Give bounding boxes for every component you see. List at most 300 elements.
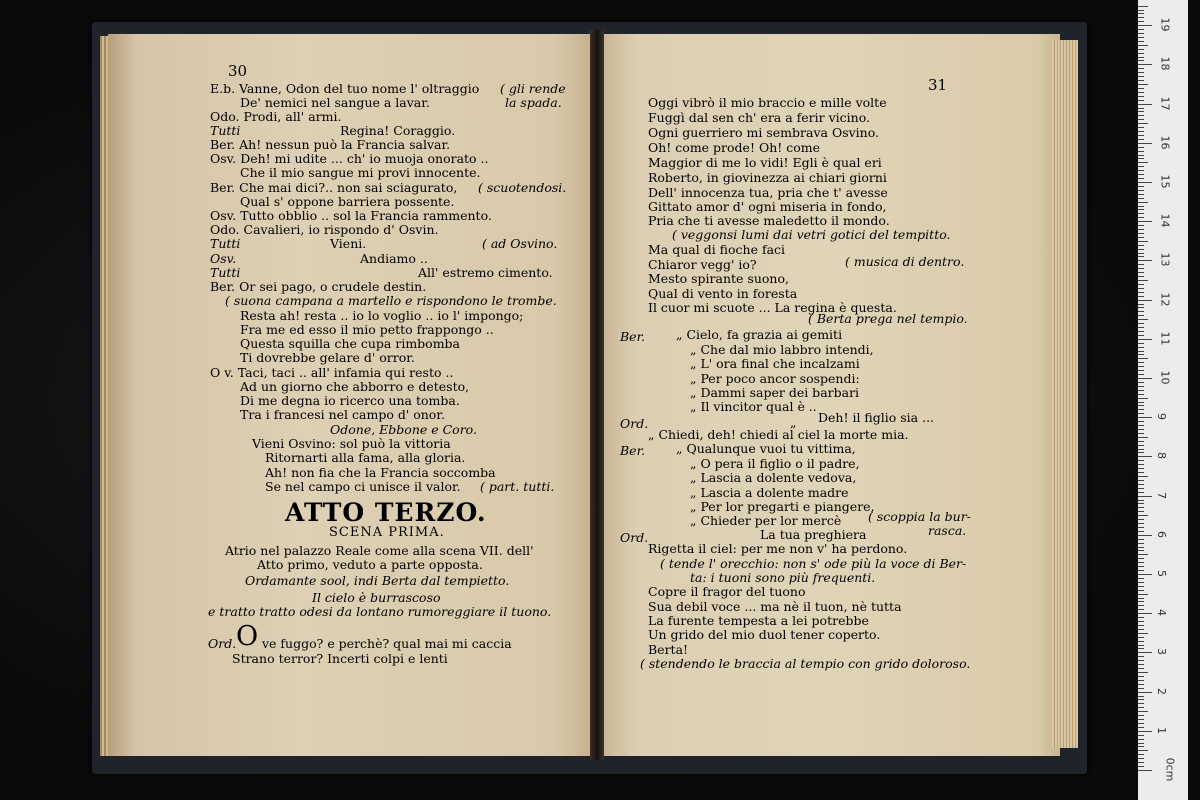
right-page-text-line: Qual di vento in foresta xyxy=(648,286,798,301)
ruler-tick xyxy=(1138,645,1144,646)
ruler-label: 3 xyxy=(1155,648,1168,656)
right-page-text-line: ( stendendo le braccia al tempio con grido doloroso. xyxy=(640,656,971,671)
ruler-tick xyxy=(1138,253,1144,254)
ruler-tick xyxy=(1138,547,1144,548)
right-page-text-line: Ber. xyxy=(620,443,646,458)
ruler-label: 2 xyxy=(1155,687,1168,695)
ruler-tick xyxy=(1138,229,1144,230)
left-page-text-line: Vieni Osvino: sol può la vittoria xyxy=(252,436,451,451)
ruler-tick xyxy=(1138,460,1144,461)
ruler-tick xyxy=(1138,386,1144,387)
ruler-label: 16 xyxy=(1158,135,1172,150)
ruler-tick xyxy=(1138,217,1144,218)
ruler-tick xyxy=(1138,746,1144,747)
right-page-text-line: Oggi vibrò il mio braccio e mille volte xyxy=(648,95,887,110)
ruler-tick xyxy=(1138,739,1144,740)
left-page-text-line: Tra i francesi nel campo d' onor. xyxy=(240,407,445,422)
ruler-tick xyxy=(1138,496,1152,497)
ruler-tick xyxy=(1138,60,1144,61)
ruler-tick xyxy=(1138,770,1152,771)
ruler-tick xyxy=(1138,151,1144,152)
right-page-text-line: ( scoppia la bur- xyxy=(868,509,971,524)
ruler-tick xyxy=(1138,166,1144,167)
ruler-tick xyxy=(1138,543,1144,544)
ruler-tick xyxy=(1138,162,1148,163)
ruler-tick xyxy=(1138,652,1152,653)
right-page-text-line: Rigetta il ciel: per me non v' ha perdono. xyxy=(648,541,908,556)
right-page-text-line: Sua debil voce ... ma nè il tuon, nè tutta xyxy=(648,599,902,614)
ruler-tick xyxy=(1138,668,1144,669)
left-page-text-line: Tutti xyxy=(210,123,241,138)
right-page-text-line: „ xyxy=(790,415,797,430)
ruler-label: 19 xyxy=(1158,17,1172,32)
right-page-text-line: Ogni guerriero mi sembrava Osvino. xyxy=(648,125,879,140)
ruler-tick xyxy=(1138,25,1152,26)
ruler-tick xyxy=(1138,135,1144,136)
ruler-tick xyxy=(1138,284,1144,285)
left-page-text-line: Atrio nel palazzo Reale come alla scena VII. dell' xyxy=(225,543,534,558)
left-page-text-line: Strano terror? Incerti colpi e lenti xyxy=(232,651,448,666)
ruler-tick xyxy=(1138,468,1144,469)
right-page-text-line: Copre il fragor del tuono xyxy=(648,584,806,599)
left-page-text-line: Ber. Che mai dici?.. non sai sciagurato, xyxy=(210,180,458,195)
left-page-text-line: Il cielo è burrascoso xyxy=(312,590,441,605)
ruler-tick xyxy=(1138,237,1144,238)
ruler-tick xyxy=(1138,441,1144,442)
ruler-tick xyxy=(1138,413,1144,414)
ruler-tick xyxy=(1138,688,1144,689)
ruler-tick xyxy=(1138,351,1144,352)
ruler-tick xyxy=(1138,370,1144,371)
ruler-tick xyxy=(1138,715,1144,716)
ruler-tick xyxy=(1138,476,1148,477)
right-page-text-line: „ Chiedi, deh! chiedi al ciel la morte mia. xyxy=(648,427,909,442)
ruler-label: 5 xyxy=(1155,570,1168,577)
ruler-tick xyxy=(1138,343,1144,344)
ruler-tick xyxy=(1138,260,1152,261)
scene-title: SCENA PRIMA. xyxy=(329,525,445,540)
ruler-label: 14 xyxy=(1158,213,1172,228)
ruler-tick xyxy=(1138,617,1144,618)
left-page-text-line: Se nel campo ci unisce il valor. xyxy=(265,479,461,494)
ruler-tick xyxy=(1138,641,1144,642)
ruler-tick xyxy=(1138,100,1144,101)
ruler-tick xyxy=(1138,272,1144,273)
ruler-label: 1 xyxy=(1155,726,1168,734)
ruler-tick xyxy=(1138,437,1148,438)
ruler-tick xyxy=(1138,280,1148,281)
left-page-text-line: Regina! Coraggio. xyxy=(340,123,456,138)
ruler-tick xyxy=(1138,727,1144,728)
right-page-text-line: Ber. xyxy=(620,329,646,344)
ruler-tick xyxy=(1138,225,1144,226)
right-page-text-line: Il cuor mi scuote ... La regina è questa. xyxy=(648,300,897,315)
ruler-tick xyxy=(1138,182,1152,183)
ruler-label: 11 xyxy=(1158,331,1172,346)
ruler-tick xyxy=(1138,378,1152,379)
right-page-text-line: „ Cielo, fa grazia ai gemiti xyxy=(676,327,843,342)
right-page-text-line: Roberto, in giovinezza ai chiari giorni xyxy=(648,170,887,185)
ruler-tick xyxy=(1138,433,1144,434)
ruler-tick xyxy=(1138,472,1144,473)
ruler-tick xyxy=(1138,613,1152,614)
act-title: ATTO TERZO. xyxy=(285,498,487,527)
ruler-tick xyxy=(1138,64,1152,65)
ruler-tick xyxy=(1138,648,1144,649)
left-page-text-line: Ber. Ah! nessun può la Francia salvar. xyxy=(210,137,451,152)
ruler-label: 7 xyxy=(1155,491,1168,499)
ruler-tick xyxy=(1138,115,1144,116)
right-page-text-line: „ O pera il figlio o il padre, xyxy=(690,456,860,471)
left-page-text-line: Odo. Cavalieri, io rispondo d' Osvin. xyxy=(210,222,439,237)
right-page-text-line: „ Il vincitor qual è .. xyxy=(690,399,817,414)
ruler-tick xyxy=(1138,417,1152,418)
ruler-tick xyxy=(1138,625,1144,626)
left-page-text-line: Tutti xyxy=(210,265,241,280)
ruler-tick xyxy=(1138,29,1144,30)
ruler-tick xyxy=(1138,276,1144,277)
ruler-tick xyxy=(1138,57,1144,58)
ruler-tick xyxy=(1138,96,1144,97)
book-gutter xyxy=(590,30,604,760)
left-page-text-line: ( part. tutti. xyxy=(480,479,555,494)
right-page-text-line: Mesto spirante suono, xyxy=(648,271,789,286)
ruler-tick xyxy=(1138,531,1144,532)
ruler-tick xyxy=(1138,601,1144,602)
ruler-tick xyxy=(1138,292,1144,293)
left-page-text-line: Odo. Prodi, all' armi. xyxy=(210,109,342,124)
right-page-text-line: ( veggonsi lumi dai vetri gotici del tempitto. xyxy=(672,227,951,242)
ruler-tick xyxy=(1138,21,1144,22)
ruler-tick xyxy=(1138,256,1144,257)
ruler-tick xyxy=(1138,762,1144,763)
ruler-tick xyxy=(1138,464,1144,465)
ruler-tick xyxy=(1138,656,1144,657)
ruler-tick xyxy=(1138,300,1152,301)
ruler-tick xyxy=(1138,374,1144,375)
ruler-tick xyxy=(1138,511,1144,512)
ruler-tick xyxy=(1138,213,1144,214)
measuring-ruler xyxy=(1138,0,1188,800)
ruler-tick xyxy=(1138,347,1144,348)
left-page-text-line: Ti dovrebbe gelare d' orror. xyxy=(240,350,415,365)
ruler-tick xyxy=(1138,456,1152,457)
ruler-tick xyxy=(1138,147,1144,148)
ruler-tick xyxy=(1138,609,1144,610)
left-page-text-line: Vieni. xyxy=(330,236,367,251)
ruler-tick xyxy=(1138,88,1144,89)
ruler-tick xyxy=(1138,327,1144,328)
ruler-label: 8 xyxy=(1155,452,1168,460)
ruler-tick xyxy=(1138,570,1144,571)
ruler-tick xyxy=(1138,445,1144,446)
left-page-text-line: Questa squilla che cupa rimbomba xyxy=(240,336,461,351)
ruler-tick xyxy=(1138,366,1144,367)
ruler-tick xyxy=(1138,221,1152,222)
ruler-tick xyxy=(1138,758,1144,759)
left-page-text-line: e tratto tratto odesi da lontano rumoreggiare il tuono. xyxy=(208,604,552,619)
right-page-text-line: Ma qual di fioche faci xyxy=(648,242,786,257)
ruler-tick xyxy=(1138,104,1152,105)
right-page-text-line: Ord. xyxy=(620,416,649,431)
ruler-label: 4 xyxy=(1155,609,1168,617)
ruler-tick xyxy=(1138,703,1144,704)
ruler-tick xyxy=(1138,194,1144,195)
left-page-text-line: la spada. xyxy=(505,95,562,110)
ruler-tick xyxy=(1138,119,1144,120)
ruler-tick xyxy=(1138,586,1144,587)
left-page-text-line: ve fuggo? e perchè? qual mai mi caccia xyxy=(262,636,512,651)
left-page-text-line: ( ad Osvino. xyxy=(482,236,558,251)
ruler-tick xyxy=(1138,488,1144,489)
left-page-text-line: Osv. Deh! mi udite ... ch' io muoja onorato .. xyxy=(210,151,489,166)
left-page-text-line: Andiamo .. xyxy=(360,251,428,266)
ruler-tick xyxy=(1138,331,1144,332)
ruler-tick xyxy=(1138,558,1144,559)
ruler-label: 17 xyxy=(1158,96,1172,111)
ruler-tick xyxy=(1138,621,1144,622)
ruler-tick xyxy=(1138,319,1148,320)
ruler-tick xyxy=(1138,429,1144,430)
ruler-tick xyxy=(1138,699,1144,700)
right-page-text-line: Berta! xyxy=(648,642,689,657)
left-page-text-line: Ah! non fia che la Francia soccomba xyxy=(265,465,496,480)
ruler-tick xyxy=(1138,449,1144,450)
ruler-tick xyxy=(1138,206,1144,207)
ruler-tick xyxy=(1138,288,1144,289)
ruler-tick xyxy=(1138,45,1148,46)
ruler-tick xyxy=(1138,523,1144,524)
ruler-label: 13 xyxy=(1158,252,1172,267)
ruler-tick xyxy=(1138,335,1144,336)
left-page-text-line: Ord. xyxy=(208,636,237,651)
ruler-tick xyxy=(1138,307,1144,308)
ruler-tick xyxy=(1138,6,1148,7)
ruler-tick xyxy=(1138,672,1148,673)
left-page-number: 30 xyxy=(228,62,248,80)
ruler-tick xyxy=(1138,605,1144,606)
ruler-tick xyxy=(1138,186,1144,187)
ruler-tick xyxy=(1138,202,1148,203)
ruler-tick xyxy=(1138,127,1144,128)
ruler-tick xyxy=(1138,594,1148,595)
ruler-tick xyxy=(1138,633,1148,634)
left-page-text-line: Che il mio sangue mi provi innocente. xyxy=(240,165,481,180)
ruler-tick xyxy=(1138,123,1148,124)
ruler-tick xyxy=(1138,676,1144,677)
right-page-text-line: „ Chieder per lor mercè xyxy=(690,513,842,528)
ruler-tick xyxy=(1138,209,1144,210)
ruler-tick xyxy=(1138,566,1144,567)
ruler-tick xyxy=(1138,249,1144,250)
right-page-text-line: „ L' ora final che incalzami xyxy=(690,356,860,371)
ruler-tick xyxy=(1138,452,1144,453)
left-page-text-line: ( gli rende xyxy=(500,81,566,96)
ruler-tick xyxy=(1138,13,1144,14)
ruler-tick xyxy=(1138,574,1152,575)
ruler-tick xyxy=(1138,723,1144,724)
ruler-tick xyxy=(1138,190,1144,191)
right-page-text-line: Deh! il figlio sia ... xyxy=(818,410,935,425)
ruler-tick xyxy=(1138,743,1144,744)
ruler-tick xyxy=(1138,582,1144,583)
ruler-tick xyxy=(1138,268,1144,269)
ruler-label: 18 xyxy=(1158,56,1172,71)
ruler-tick xyxy=(1138,409,1144,410)
ruler-tick xyxy=(1138,339,1152,340)
right-page-text-line: „ Lascia a dolente madre xyxy=(690,485,849,500)
ruler-tick xyxy=(1138,492,1144,493)
ruler-tick xyxy=(1138,539,1144,540)
ruler-tick xyxy=(1138,158,1144,159)
ruler-tick xyxy=(1138,33,1144,34)
ruler-tick xyxy=(1138,139,1144,140)
left-page-text-line: Ber. Or sei pago, o crudele destin. xyxy=(210,279,427,294)
ruler-tick xyxy=(1138,315,1144,316)
ruler-tick xyxy=(1138,398,1148,399)
left-page-text-line: E.b. Vanne, Odon del tuo nome l' oltraggio xyxy=(210,81,480,96)
ruler-tick xyxy=(1138,421,1144,422)
ruler-tick xyxy=(1138,550,1144,551)
ruler-label: 0cm xyxy=(1163,757,1177,782)
ruler-tick xyxy=(1138,37,1144,38)
right-page-text-line: ( musica di dentro. xyxy=(845,254,965,269)
ruler-tick xyxy=(1138,84,1148,85)
right-page-text-line: „ Per poco ancor sospendi: xyxy=(690,371,860,386)
ruler-tick xyxy=(1138,535,1152,536)
right-page-text-line: „ Qualunque vuoi tu vittima, xyxy=(676,441,856,456)
right-page-text-line: Maggior di me lo vidi! Egli è qual eri xyxy=(648,155,882,170)
left-page-text-line: ( suona campana a martello e rispondono le trombe. xyxy=(225,293,557,308)
ruler-tick xyxy=(1138,170,1144,171)
ruler-tick xyxy=(1138,358,1148,359)
right-page-text-line: ( tende l' orecchio: non s' ode più la voce di Ber- xyxy=(660,556,967,571)
ruler-tick xyxy=(1138,578,1144,579)
ruler-tick xyxy=(1138,692,1152,693)
right-page-number: 31 xyxy=(928,76,948,94)
left-page-text-line: Ordamante sool, indi Berta dal tempietto. xyxy=(245,573,510,588)
ruler-tick xyxy=(1138,750,1148,751)
ruler-tick xyxy=(1138,264,1144,265)
ruler-tick xyxy=(1138,233,1144,234)
ruler-tick xyxy=(1138,304,1144,305)
ruler-tick xyxy=(1138,155,1144,156)
right-page-text-line: ( Berta prega nel tempio. xyxy=(808,311,968,326)
ruler-tick xyxy=(1138,80,1144,81)
right-page-text-line: La furente tempesta a lei potrebbe xyxy=(648,613,869,628)
ruler-label: 6 xyxy=(1155,530,1168,538)
ruler-tick xyxy=(1138,174,1144,175)
ruler-tick xyxy=(1138,354,1144,355)
left-page-text-line: Ritornarti alla fama, alla gloria. xyxy=(265,450,466,465)
left-page-text-line: O v. Taci, taci .. all' infamia qui resto .. xyxy=(210,365,454,380)
ruler-tick xyxy=(1138,766,1144,767)
ruler-tick xyxy=(1138,425,1144,426)
right-page-text-line: Dell' innocenza tua, pria che t' avesse xyxy=(648,185,888,200)
left-page-text-line: Atto primo, veduto a parte opposta. xyxy=(257,557,483,572)
ruler-tick xyxy=(1138,111,1144,112)
right-page-text-line: „ Dammi saper dei barbari xyxy=(690,385,860,400)
ruler-tick xyxy=(1138,41,1144,42)
ruler-tick xyxy=(1138,590,1144,591)
ruler-tick xyxy=(1138,660,1144,661)
right-page-text-line: Un grido del mio duol tener coperto. xyxy=(648,627,881,642)
ruler-tick xyxy=(1138,664,1144,665)
ruler-tick xyxy=(1138,72,1144,73)
right-page-text-line: „ Lascia a dolente vedova, xyxy=(690,470,857,485)
ruler-tick xyxy=(1138,731,1152,732)
ruler-tick xyxy=(1138,76,1144,77)
ruler-tick xyxy=(1138,390,1144,391)
ruler-tick xyxy=(1138,735,1144,736)
drop-cap: O xyxy=(236,621,259,652)
ruler-tick xyxy=(1138,49,1144,50)
left-page-text-line: Osv. Tutto obblio .. sol la Francia rammento. xyxy=(210,208,492,223)
left-page-text-line: Di me degna io ricerco una tomba. xyxy=(240,393,460,408)
ruler-tick xyxy=(1138,402,1144,403)
ruler-tick xyxy=(1138,405,1144,406)
right-page-text-line: Gittato amor d' ogni miseria in fondo, xyxy=(648,199,887,214)
right-page-edges xyxy=(1052,40,1078,748)
ruler-tick xyxy=(1138,696,1144,697)
ruler-tick xyxy=(1138,198,1144,199)
ruler-label: 9 xyxy=(1155,413,1168,421)
ruler-tick xyxy=(1138,108,1144,109)
left-page-text-line: Resta ah! resta .. io lo voglio .. io l' impongo; xyxy=(240,308,524,323)
left-page-text-line: All' estremo cimento. xyxy=(418,265,553,280)
ruler-tick xyxy=(1138,323,1144,324)
left-page-text-line: Ad un giorno che abborro e detesto, xyxy=(240,379,470,394)
ruler-tick xyxy=(1138,519,1144,520)
right-page-text-line: Fuggì dal sen ch' era a ferir vicino. xyxy=(648,110,870,125)
ruler-tick xyxy=(1138,507,1144,508)
left-page-text-line: Osv. xyxy=(210,251,237,266)
ruler-tick xyxy=(1138,241,1148,242)
right-page-text-line: La tua preghiera xyxy=(760,527,867,542)
ruler-tick xyxy=(1138,684,1144,685)
right-page-text-line: ta: i tuoni sono più frequenti. xyxy=(690,570,876,585)
ruler-tick xyxy=(1138,515,1148,516)
ruler-tick xyxy=(1138,382,1144,383)
left-page-text-line: Odone, Ebbone e Coro. xyxy=(330,422,477,437)
ruler-tick xyxy=(1138,296,1144,297)
ruler-tick xyxy=(1138,598,1144,599)
ruler-tick xyxy=(1138,480,1144,481)
right-page-text-line: Ord. xyxy=(620,530,649,545)
ruler-tick xyxy=(1138,362,1144,363)
ruler-tick xyxy=(1138,68,1144,69)
ruler-tick xyxy=(1138,178,1144,179)
right-page-text-line: Chiaror vegg' io? xyxy=(648,257,757,272)
ruler-tick xyxy=(1138,711,1148,712)
ruler-tick xyxy=(1138,245,1144,246)
ruler-tick xyxy=(1138,707,1144,708)
ruler-tick xyxy=(1138,680,1144,681)
ruler-tick xyxy=(1138,554,1148,555)
ruler-tick xyxy=(1138,500,1144,501)
left-page-text-line: ( scuotendosi. xyxy=(478,180,567,195)
ruler-tick xyxy=(1138,484,1144,485)
right-page-text-line: Pria che ti avesse maledetto il mondo. xyxy=(648,213,890,228)
left-page-text-line: Fra me ed esso il mio petto frappongo .. xyxy=(240,322,494,337)
ruler-tick xyxy=(1138,10,1144,11)
left-page-text-line: Tutti xyxy=(210,236,241,251)
ruler-label: 10 xyxy=(1158,370,1172,385)
ruler-tick xyxy=(1138,754,1144,755)
ruler-tick xyxy=(1138,311,1144,312)
ruler-tick xyxy=(1138,719,1144,720)
right-page-text-line: „ Che dal mio labbro intendi, xyxy=(690,342,874,357)
